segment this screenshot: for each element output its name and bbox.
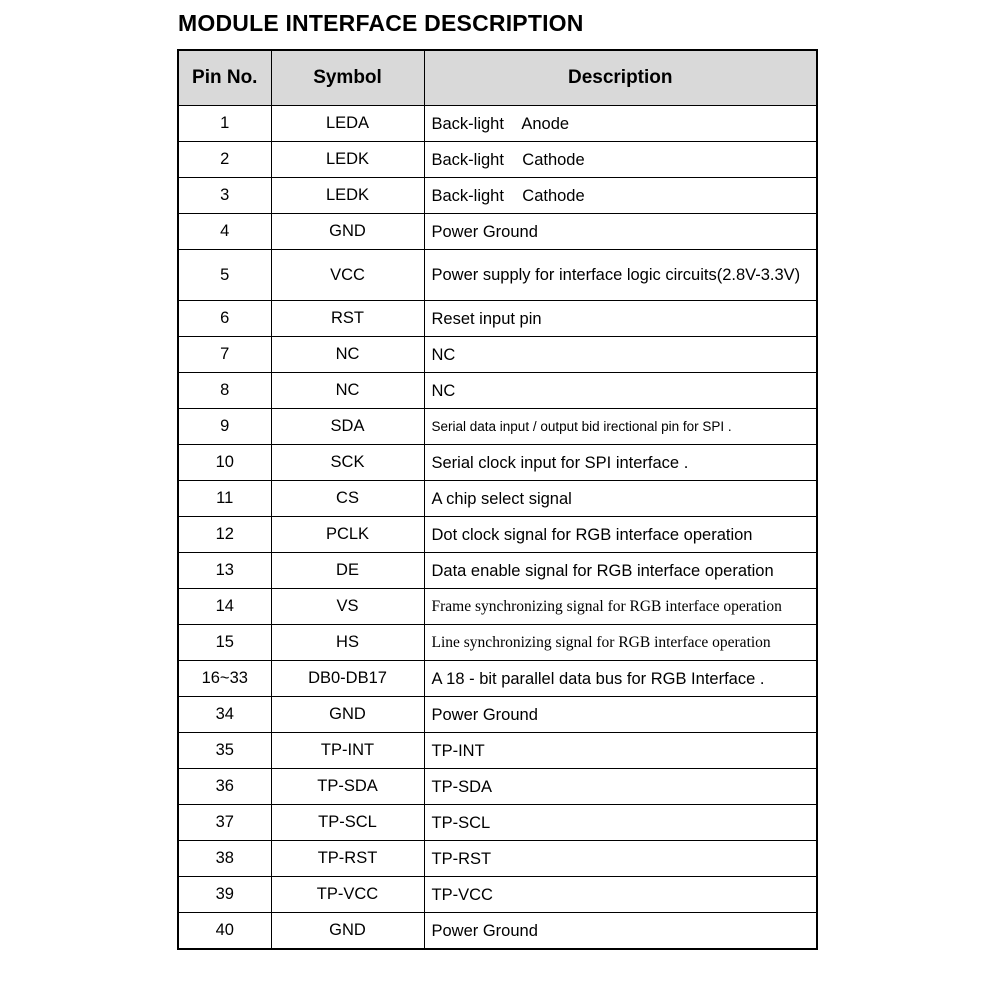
table-row: [178, 106, 817, 142]
pin-cell: 10: [178, 445, 271, 481]
description-cell: Power Ground: [424, 697, 817, 733]
description-cell: Power Ground: [424, 913, 817, 950]
table-row: [178, 142, 817, 178]
description-cell: TP-VCC: [424, 877, 817, 913]
pin-cell: 14: [178, 589, 271, 625]
pin-cell: 1: [178, 106, 271, 142]
symbol-cell: GND: [271, 697, 424, 733]
description-cell: Back-light Cathode: [424, 178, 817, 214]
header-description: Description: [424, 50, 817, 106]
table-row: [178, 301, 817, 337]
symbol-cell: GND: [271, 913, 424, 950]
symbol-cell: LEDK: [271, 142, 424, 178]
header-pin-no: Pin No.: [178, 50, 271, 106]
table-row: [178, 481, 817, 517]
symbol-cell: GND: [271, 214, 424, 250]
description-cell: TP-SDA: [424, 769, 817, 805]
symbol-cell: DE: [271, 553, 424, 589]
pin-cell: 36: [178, 769, 271, 805]
table-row: [178, 214, 817, 250]
pin-cell: 38: [178, 841, 271, 877]
pin-cell: 4: [178, 214, 271, 250]
pin-cell: 34: [178, 697, 271, 733]
table-row: [178, 913, 817, 950]
table-row: [178, 553, 817, 589]
pin-cell: 9: [178, 409, 271, 445]
table-row: [178, 178, 817, 214]
pin-cell: 35: [178, 733, 271, 769]
description-cell: Frame synchronizing signal for RGB interface operation: [424, 589, 817, 625]
table-row: [178, 373, 817, 409]
header-symbol: Symbol: [271, 50, 424, 106]
table-row: [178, 661, 817, 697]
symbol-cell: NC: [271, 337, 424, 373]
symbol-cell: TP-VCC: [271, 877, 424, 913]
pin-cell: 7: [178, 337, 271, 373]
description-cell: Dot clock signal for RGB interface operation: [424, 517, 817, 553]
symbol-cell: TP-SDA: [271, 769, 424, 805]
symbol-cell: VS: [271, 589, 424, 625]
pin-cell: 40: [178, 913, 271, 950]
symbol-cell: VCC: [271, 250, 424, 301]
table-row: [178, 250, 817, 301]
symbol-cell: RST: [271, 301, 424, 337]
pin-table: [177, 49, 818, 950]
description-cell: TP-RST: [424, 841, 817, 877]
pin-cell: 8: [178, 373, 271, 409]
symbol-cell: LEDA: [271, 106, 424, 142]
table-row: [178, 337, 817, 373]
symbol-cell: HS: [271, 625, 424, 661]
table-row: [178, 697, 817, 733]
description-cell: A 18 - bit parallel data bus for RGB Interface .: [424, 661, 817, 697]
description-cell: Line synchronizing signal for RGB interface operation: [424, 625, 817, 661]
symbol-cell: DB0-DB17: [271, 661, 424, 697]
description-cell: Power supply for interface logic circuits(2.8V-3.3V): [424, 250, 817, 301]
table-row: [178, 625, 817, 661]
description-cell: Serial data input / output bid irectional pin for SPI .: [424, 409, 817, 445]
description-cell: Back-light Anode: [424, 106, 817, 142]
table-row: [178, 589, 817, 625]
table-row: [178, 409, 817, 445]
pin-cell: 2: [178, 142, 271, 178]
table-row: [178, 769, 817, 805]
pin-cell: 15: [178, 625, 271, 661]
symbol-cell: LEDK: [271, 178, 424, 214]
table-row: [178, 733, 817, 769]
description-cell: Reset input pin: [424, 301, 817, 337]
symbol-cell: CS: [271, 481, 424, 517]
description-cell: TP-SCL: [424, 805, 817, 841]
table-row: [178, 517, 817, 553]
description-cell: TP-INT: [424, 733, 817, 769]
table-row: [178, 841, 817, 877]
pin-cell: 13: [178, 553, 271, 589]
pin-cell: 6: [178, 301, 271, 337]
symbol-cell: TP-RST: [271, 841, 424, 877]
symbol-cell: PCLK: [271, 517, 424, 553]
description-cell: Back-light Cathode: [424, 142, 817, 178]
description-cell: NC: [424, 337, 817, 373]
symbol-cell: TP-INT: [271, 733, 424, 769]
pin-cell: 12: [178, 517, 271, 553]
description-cell: NC: [424, 373, 817, 409]
table-row: [178, 805, 817, 841]
pin-cell: 16~33: [178, 661, 271, 697]
symbol-cell: SDA: [271, 409, 424, 445]
description-cell: A chip select signal: [424, 481, 817, 517]
symbol-cell: NC: [271, 373, 424, 409]
table-row: [178, 877, 817, 913]
description-cell: Data enable signal for RGB interface operation: [424, 553, 817, 589]
table-row: [178, 445, 817, 481]
symbol-cell: TP-SCL: [271, 805, 424, 841]
description-cell: Serial clock input for SPI interface .: [424, 445, 817, 481]
symbol-cell: SCK: [271, 445, 424, 481]
pin-cell: 5: [178, 250, 271, 301]
header-row: [178, 50, 817, 106]
pin-cell: 37: [178, 805, 271, 841]
page-title: MODULE INTERFACE DESCRIPTION: [178, 10, 584, 36]
description-cell: Power Ground: [424, 214, 817, 250]
pin-cell: 3: [178, 178, 271, 214]
pin-cell: 39: [178, 877, 271, 913]
pin-cell: 11: [178, 481, 271, 517]
